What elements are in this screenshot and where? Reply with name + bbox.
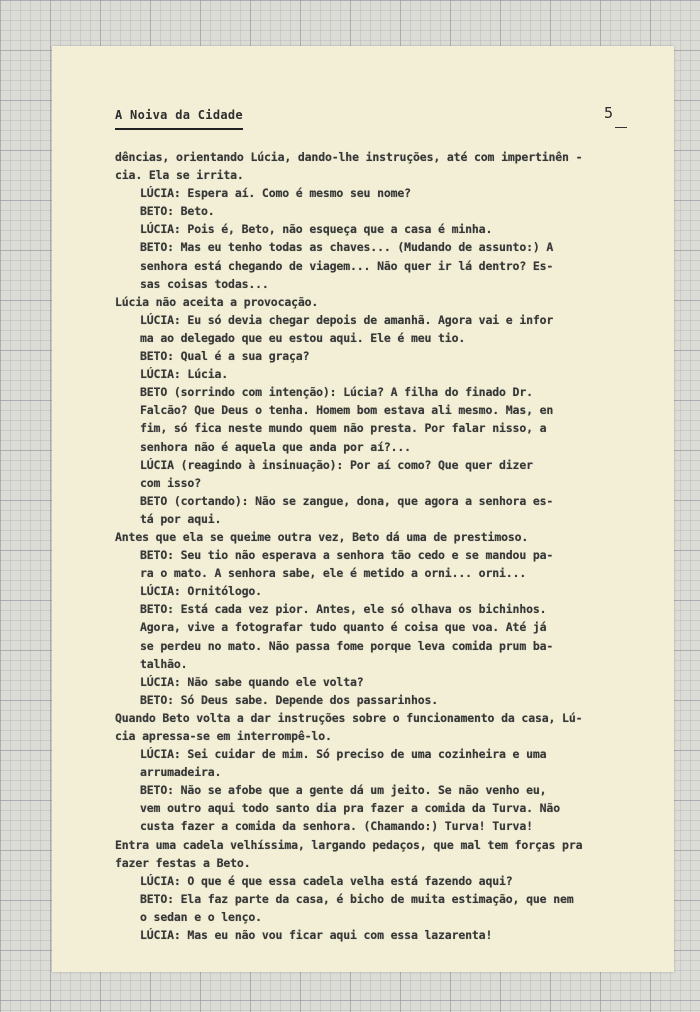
dialogue-line: BETO (sorrindo com intenção): Lúcia? A filha do finado Dr. — [140, 385, 533, 400]
dialogue-line: LÚCIA: Não sabe quando ele volta? — [140, 674, 364, 689]
dialogue-continuation-line: arrumadeira. — [140, 765, 222, 780]
script-body — [115, 148, 655, 944]
stage-direction-line: cia apressa-se em interrompê-lo. — [115, 729, 332, 743]
dialogue-line: LÚCIA: Eu só devia chegar depois de amanhã. Agora vai e infor — [140, 312, 554, 327]
dialogue-continuation-line: talhão. — [140, 656, 188, 671]
dialogue-line: LÚCIA: Mas eu não vou ficar aqui com essa lazarenta! — [140, 928, 493, 943]
dialogue-line: LÚCIA: Pois é, Beto, não esqueça que a casa é minha. — [140, 222, 493, 237]
dialogue-line: LÚCIA: O que é que essa cadela velha está fazendo aqui? — [140, 873, 513, 888]
page-number: 5 — [604, 104, 614, 122]
stage-direction-line: dências, orientando Lúcia, dando-lhe instruções, até com impertinên - — [115, 150, 583, 164]
header-title: A Noiva da Cidade — [115, 108, 243, 122]
dialogue-continuation-line: senhora não é aquela que anda por aí?... — [140, 439, 411, 454]
dialogue-line: BETO: Ela faz parte da casa, é bicho de muita estimação, que nem — [140, 891, 574, 906]
stage-direction-line: fazer festas a Beto. — [115, 855, 251, 870]
stage-direction-line: Lúcia não aceita a provocação. — [115, 294, 319, 309]
dialogue-line: LÚCIA: Espera aí. Como é mesmo seu nome? — [140, 186, 411, 201]
dialogue-continuation-line: senhora está chegando de viagem... Não quer ir lá dentro? Es- — [140, 258, 554, 273]
dialogue-line: LÚCIA: Sei cuidar de mim. Só preciso de uma cozinheira e uma — [140, 747, 547, 762]
dialogue-line: BETO: Está cada vez pior. Antes, ele só olhava os bichinhos. — [140, 602, 547, 617]
dialogue-continuation-line: tá por aqui. — [140, 511, 222, 526]
stage-direction-line: Antes que ela se queime outra vez, Beto dá uma de prestimoso. — [115, 529, 529, 544]
dialogue-line: BETO: Qual é a sua graça? — [140, 349, 310, 364]
dialogue-continuation-line: ma ao delegado que eu estou aqui. Ele é meu tio. — [140, 330, 466, 345]
dialogue-continuation-line: o sedan e o lenço. — [140, 909, 262, 924]
dialogue-line: BETO: Seu tio não esperava a senhora tão cedo e se mandou pa- — [140, 548, 554, 563]
dialogue-continuation-line: custa fazer a comida da senhora. (Chamando:) Turva! Turva! — [140, 819, 533, 834]
header-underline — [115, 128, 243, 130]
page-number-underline — [615, 127, 627, 128]
dialogue-line: LÚCIA (reagindo à insinuação): Por aí como? Que quer dizer — [140, 457, 533, 472]
stage-direction-line: cia. Ela se irrita. — [115, 168, 244, 183]
dialogue-continuation-line: se perdeu no mato. Não passa fome porque leva comida prum ba- — [140, 638, 554, 653]
dialogue-line: LÚCIA: Ornitólogo. — [140, 584, 262, 599]
typewritten-page — [52, 46, 674, 972]
dialogue-line: BETO: Mas eu tenho todas as chaves... (Mudando de assunto:) A — [140, 240, 554, 255]
dialogue-continuation-line: vem outro aqui todo santo dia pra fazer a comida da Turva. Não — [140, 801, 560, 816]
dialogue-line: BETO: Não se afobe que a gente dá um jeito. Se não venho eu, — [140, 783, 547, 798]
dialogue-line: BETO (cortando): Não se zangue, dona, que agora a senhora es- — [140, 493, 554, 508]
dialogue-continuation-line: ra o mato. A senhora sabe, ele é metido a orni... orni... — [140, 566, 527, 581]
dialogue-line: BETO: Só Deus sabe. Depende dos passarinhos. — [140, 692, 439, 707]
dialogue-continuation-line: sas coisas todas... — [140, 276, 269, 291]
dialogue-continuation-line: com isso? — [140, 475, 201, 490]
dialogue-continuation-line: Falcão? Que Deus o tenha. Homem bom estava ali mesmo. Mas, en — [140, 403, 554, 418]
stage-direction-line: Entra uma cadela velhíssima, largando pedaços, que mal tem forças pra — [115, 837, 583, 852]
dialogue-continuation-line: fim, só fica neste mundo quem não presta. Por falar nisso, a — [140, 421, 547, 436]
dialogue-line: LÚCIA: Lúcia. — [140, 367, 229, 382]
stage-direction-line: Quando Beto volta a dar instruções sobre o funcionamento da casa, Lú- — [115, 710, 583, 725]
dialogue-continuation-line: Agora, vive a fotografar tudo quanto é coisa que voa. Até já — [140, 620, 547, 635]
dialogue-line: BETO: Beto. — [140, 204, 215, 219]
